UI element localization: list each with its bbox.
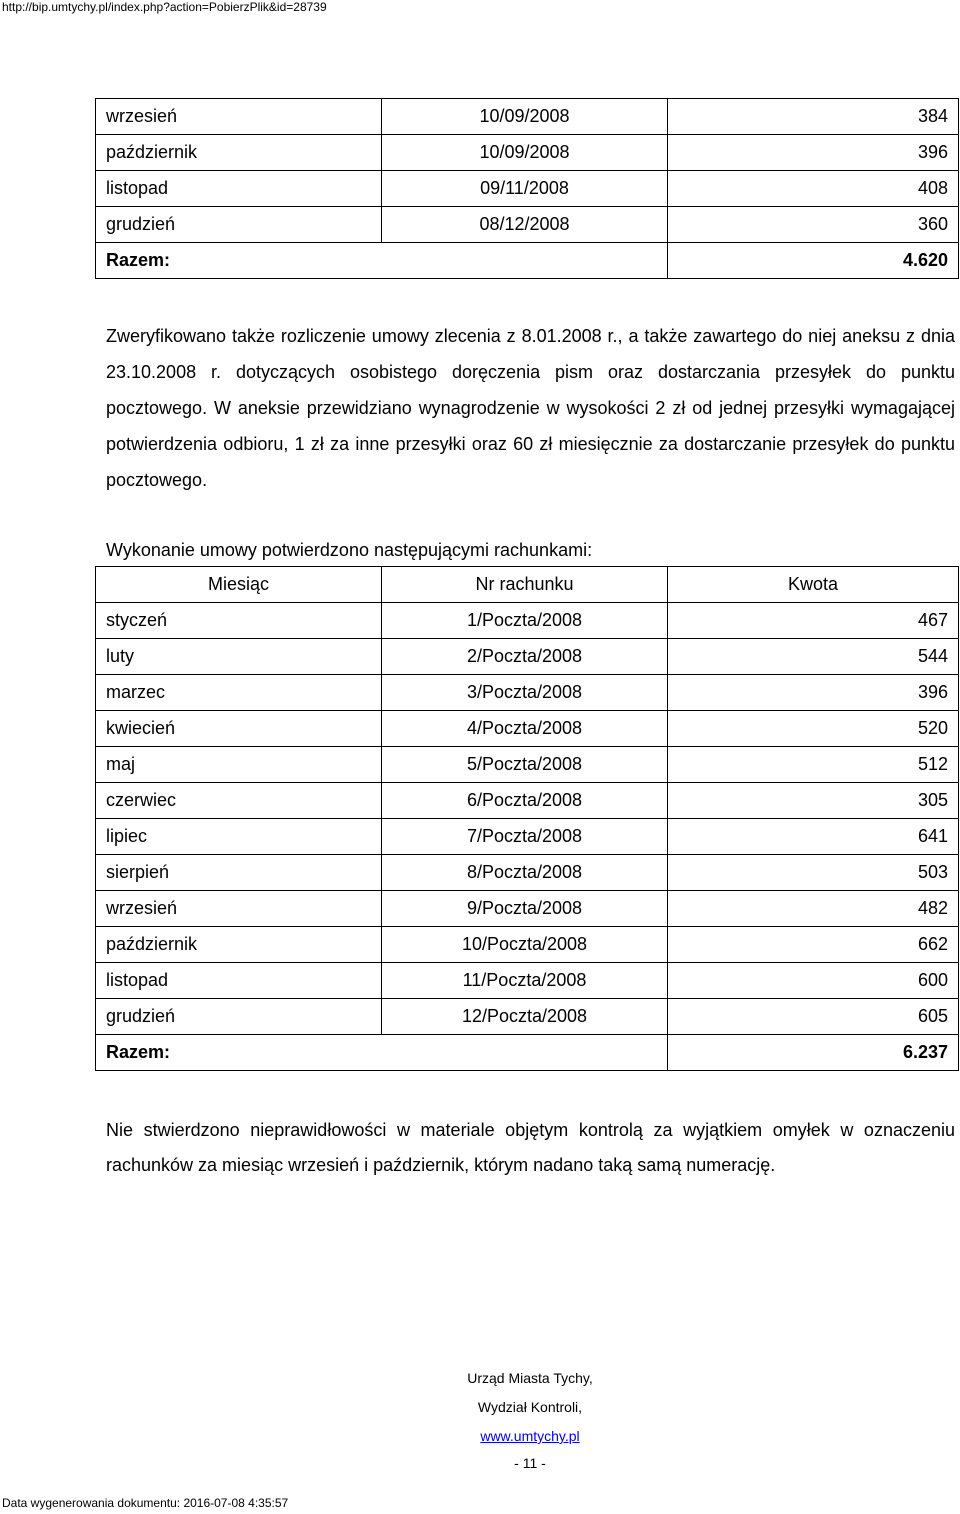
table-row bbox=[96, 99, 959, 135]
cell-amount: 482 bbox=[668, 891, 959, 927]
cell-invoice: 3/Poczta/2008 bbox=[382, 675, 668, 711]
total-label: Razem: bbox=[96, 243, 668, 279]
cell-month: wrzesień bbox=[96, 891, 382, 927]
invoices-lead-text: Wykonanie umowy potwierdzono następującymi rachunkami: bbox=[106, 540, 593, 560]
cell-amount: 503 bbox=[668, 855, 959, 891]
cell-amount: 641 bbox=[668, 819, 959, 855]
total-value: 4.620 bbox=[668, 243, 959, 279]
cell-invoice: 11/Poczta/2008 bbox=[382, 963, 668, 999]
cell-amount: 662 bbox=[668, 927, 959, 963]
cell-month: październik bbox=[96, 927, 382, 963]
table-row bbox=[96, 171, 959, 207]
invoices-lead bbox=[106, 532, 955, 568]
cell-month: czerwiec bbox=[96, 783, 382, 819]
cell-amount: 360 bbox=[668, 207, 959, 243]
cell-month: grudzień bbox=[96, 999, 382, 1035]
conclusion-paragraph bbox=[106, 1113, 955, 1183]
table-row bbox=[96, 783, 959, 819]
cell-invoice: 10/Poczta/2008 bbox=[382, 927, 668, 963]
header-amount: Kwota bbox=[668, 567, 959, 603]
cell-month: luty bbox=[96, 639, 382, 675]
table-row bbox=[96, 603, 959, 639]
cell-month: kwiecień bbox=[96, 711, 382, 747]
source-url: http://bip.umtychy.pl/index.php?action=PobierzPlik&id=28739 bbox=[2, 0, 327, 14]
table-row bbox=[96, 639, 959, 675]
footer-office: Urząd Miasta Tychy, bbox=[467, 1370, 593, 1386]
cell-month: marzec bbox=[96, 675, 382, 711]
verification-text: Zweryfikowano także rozliczenie umowy zlecenia z 8.01.2008 r., a także zawartego do niej aneksu z dnia 23.10.2008 r. dotyczących osobistego doręczenia pism oraz dostarczania przesyłek do punktu pocztowego. W aneksie przewidziano wynagrodzenie w wysokości 2 zł od jednej przesyłki wymagającej potwierdzenia odbioru, 1 zł za inne przesyłki oraz 60 zł miesięcznie za dostarczanie przesyłek do punktu pocztowego. bbox=[106, 326, 955, 490]
invoices-table-header bbox=[96, 567, 959, 603]
cell-invoice: 8/Poczta/2008 bbox=[382, 855, 668, 891]
cell-invoice: 1/Poczta/2008 bbox=[382, 603, 668, 639]
cell-month: styczeń bbox=[96, 603, 382, 639]
payments-table-continued bbox=[95, 98, 959, 279]
footer-department: Wydział Kontroli, bbox=[477, 1399, 583, 1415]
cell-date: 10/09/2008 bbox=[382, 99, 668, 135]
cell-month: wrzesień bbox=[96, 99, 382, 135]
cell-date: 09/11/2008 bbox=[382, 171, 668, 207]
table-row bbox=[96, 891, 959, 927]
cell-month: listopad bbox=[96, 171, 382, 207]
table-row bbox=[96, 927, 959, 963]
verification-paragraph bbox=[106, 318, 955, 498]
cell-amount: 396 bbox=[668, 675, 959, 711]
table-row bbox=[96, 135, 959, 171]
total-value: 6.237 bbox=[668, 1035, 959, 1071]
header-invoice-number: Nr rachunku bbox=[382, 567, 668, 603]
generation-date: Data wygenerowania dokumentu: 2016-07-08 4:35:57 bbox=[2, 1496, 289, 1510]
table-row bbox=[96, 711, 959, 747]
cell-amount: 305 bbox=[668, 783, 959, 819]
cell-amount: 512 bbox=[668, 747, 959, 783]
cell-amount: 600 bbox=[668, 963, 959, 999]
cell-month: maj bbox=[96, 747, 382, 783]
cell-month: sierpień bbox=[96, 855, 382, 891]
cell-amount: 520 bbox=[668, 711, 959, 747]
cell-invoice: 5/Poczta/2008 bbox=[382, 747, 668, 783]
cell-date: 10/09/2008 bbox=[382, 135, 668, 171]
cell-amount: 408 bbox=[668, 171, 959, 207]
cell-invoice: 6/Poczta/2008 bbox=[382, 783, 668, 819]
table-row bbox=[96, 819, 959, 855]
cell-month: lipiec bbox=[96, 819, 382, 855]
cell-amount: 544 bbox=[668, 639, 959, 675]
table-row bbox=[96, 999, 959, 1035]
cell-invoice: 7/Poczta/2008 bbox=[382, 819, 668, 855]
table-row bbox=[96, 963, 959, 999]
total-row bbox=[96, 1035, 959, 1071]
cell-month: październik bbox=[96, 135, 382, 171]
cell-month: listopad bbox=[96, 963, 382, 999]
cell-amount: 467 bbox=[668, 603, 959, 639]
footer-link[interactable]: www.umtychy.pl bbox=[480, 1428, 580, 1444]
cell-invoice: 12/Poczta/2008 bbox=[382, 999, 668, 1035]
cell-amount: 396 bbox=[668, 135, 959, 171]
cell-invoice: 9/Poczta/2008 bbox=[382, 891, 668, 927]
table-row bbox=[96, 207, 959, 243]
table-row bbox=[96, 747, 959, 783]
cell-invoice: 2/Poczta/2008 bbox=[382, 639, 668, 675]
table-row bbox=[96, 675, 959, 711]
cell-amount: 384 bbox=[668, 99, 959, 135]
table-row bbox=[96, 855, 959, 891]
cell-invoice: 4/Poczta/2008 bbox=[382, 711, 668, 747]
page-number: - 11 - bbox=[514, 1455, 546, 1471]
cell-month: grudzień bbox=[96, 207, 382, 243]
total-row bbox=[96, 243, 959, 279]
total-label: Razem: bbox=[96, 1035, 668, 1071]
cell-date: 08/12/2008 bbox=[382, 207, 668, 243]
cell-amount: 605 bbox=[668, 999, 959, 1035]
conclusion-text: Nie stwierdzono nieprawidłowości w materiale objętym kontrolą za wyjątkiem omyłek w oznaczeniu rachunków za miesiąc wrzesień i październik, którym nadano taką samą numerację. bbox=[106, 1120, 955, 1175]
header-month: Miesiąc bbox=[96, 567, 382, 603]
invoices-table bbox=[95, 566, 959, 1071]
